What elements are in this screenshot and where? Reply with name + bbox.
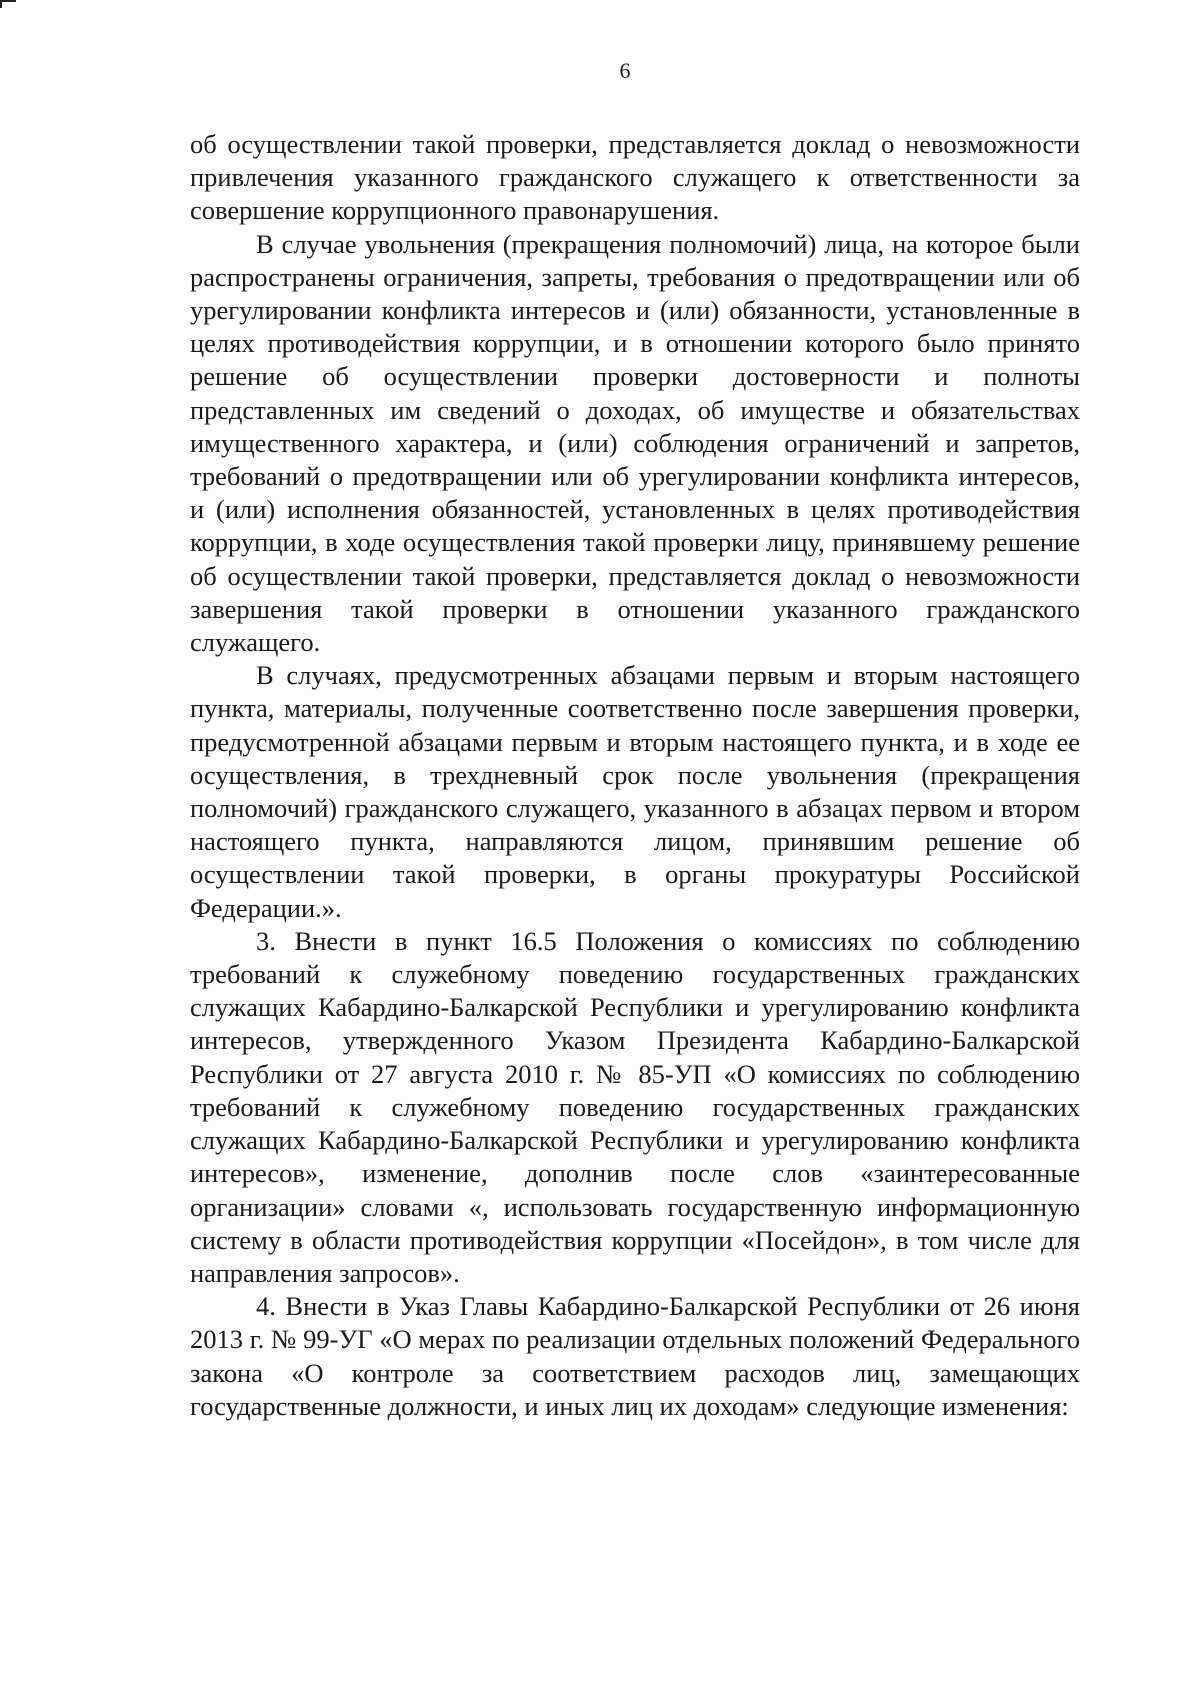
paragraph-dismissal: В случае увольнения (прекращения полномочий) лица, на которое были распространены ограничения, запреты, требования о предотвращении или об урегулировании конфликта интересов и (или) обязанности, установленные в целях противодействия коррупции, и в отношении которого было принято решение об осуществлении проверки достоверности и полноты представленных им сведений о доходах, об имуществе и обязательствах имущественного характера, и (или) соблюдения ограничений и запретов, требований о предотвращении или об урегулировании конфликта интересов, и (или) исполнения обязанностей, установленных в целях противодействия коррупции, в ходе осуществления такой проверки лицу, принявшему решение об осуществлении такой проверки, представляется доклад о невозможности завершения такой проверки в отношении указанного гражданского служащего.	[190, 228, 1080, 658]
paragraph-continuation: об осуществлении такой проверки, представляется доклад о невозможности привлечения указанного гражданского служащего к ответственности за совершение коррупционного правонарушения.	[190, 129, 1080, 226]
scan-corner-mark	[0, 0, 16, 8]
page-number: 6	[619, 58, 631, 83]
document-body	[190, 128, 1080, 1423]
paragraph-item-3: 3. Внести в пункт 16.5 Положения о комиссиях по соблюдению требований к служебному поведению государственных гражданских служащих Кабардино-Балкарской Республики и урегулированию конфликта интересов, утвержденного Указом Президента Кабардино-Балкарской Республики от 27 августа 2010 г. № 85-УП «О комиссиях по соблюдению требований к служебному поведению государственных гражданских служащих Кабардино-Балкарской Республики и урегулированию конфликта интересов», изменение, дополнив после слов «заинтересованные организации» словами «, использовать государственную информационную систему в области противодействия коррупции «Посейдон», в том числе для направления запросов».	[190, 925, 1080, 1288]
paragraph-item-4: 4. Внести в Указ Главы Кабардино-Балкарской Республики от 26 июня 2013 г. № 99-УГ «О мерах по реализации отдельных положений Федерального закона «О контроле за соответствием расходов лиц, замещающих государственные должности, и иных лиц их доходам» следующие изменения:	[190, 1291, 1080, 1421]
paragraph-materials: В случаях, предусмотренных абзацами первым и вторым настоящего пункта, материалы, полученные соответственно после завершения проверки, предусмотренной абзацами первым и вторым настоящего пункта, и в ходе ее осуществления, в трехдневный срок после увольнения (прекращения полномочий) гражданского служащего, указанного в абзацах первом и втором настоящего пункта, направляются лицом, принявшим решение об осуществлении такой проверки, в органы прокуратуры Российской Федерации.».	[190, 660, 1080, 923]
